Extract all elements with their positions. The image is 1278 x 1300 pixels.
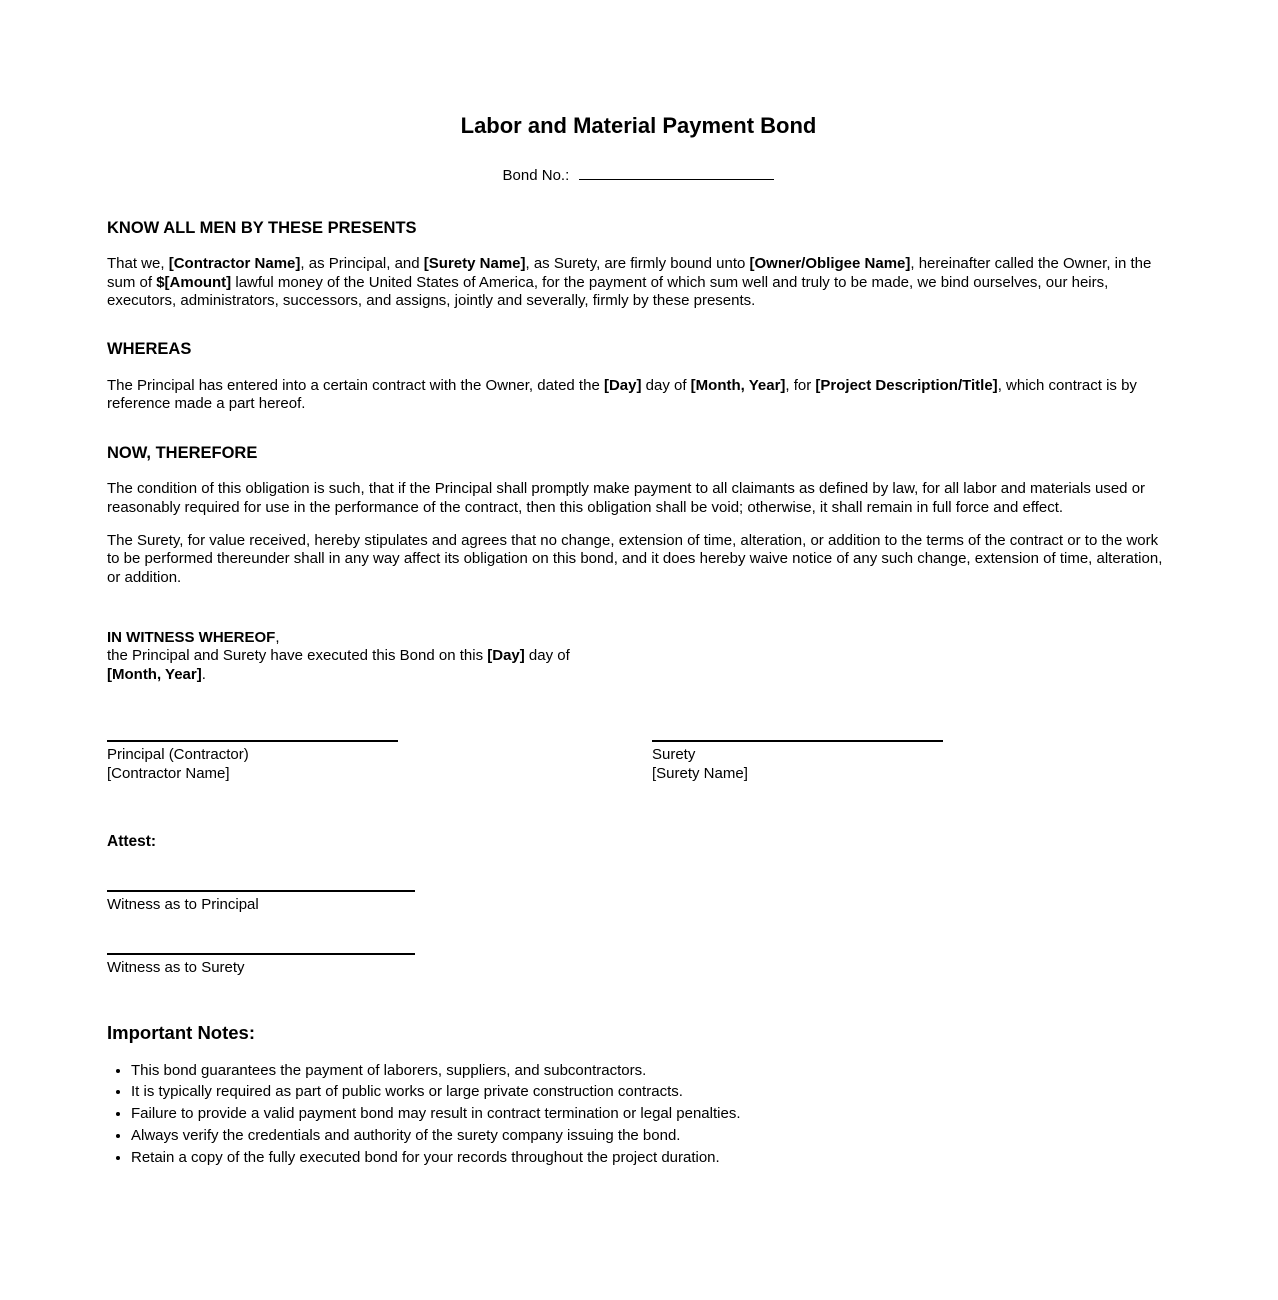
principal-signature-name-label: [Contractor Name] <box>107 765 230 783</box>
in-witness-whereof-block <box>107 629 1170 684</box>
surety-signature-line <box>652 740 943 742</box>
witness-surety-label: Witness as to Surety <box>107 958 245 976</box>
section-heading-whereas: WHEREAS <box>107 340 192 359</box>
signature-row <box>107 740 1170 784</box>
important-notes-list <box>107 1062 1170 1167</box>
witness-surety-signature-line <box>107 953 415 955</box>
principal-signature-role-label: Principal (Contractor) <box>107 745 249 763</box>
bond-no-blank-line <box>579 164 774 180</box>
in-witness-whereof-line-2: the Principal and Surety have executed this Bond on this [Day] day of <box>107 647 570 665</box>
witness-surety-block <box>107 953 415 977</box>
witness-principal-block <box>107 890 415 914</box>
surety-signature-role-label: Surety <box>652 745 696 763</box>
paragraph-now-therefore-2: The Surety, for value received, hereby stipulates and agrees that no change, extension of time, alteration, or addition to the terms of the contract or to the work to be performed thereunder shall in any way affect its obligation on this bond, and it does hereby waive notice of any such change, extension of time, alteration, or addition. <box>107 532 1163 586</box>
section-heading-know-all-men: KNOW ALL MEN BY THESE PRESENTS <box>107 218 417 237</box>
bond-no-label: Bond No.: <box>502 167 570 185</box>
in-witness-whereof-line-3: [Month, Year]. <box>107 665 206 683</box>
in-witness-whereof-line-1: IN WITNESS WHEREOF, <box>107 628 280 646</box>
document-title: Labor and Material Payment Bond <box>460 113 817 138</box>
note-item: • Retain a copy of the fully executed bond for your records throughout the project duration. <box>131 1149 1170 1167</box>
surety-signature-block <box>652 740 943 784</box>
principal-signature-block <box>107 740 398 784</box>
note-item: • It is typically required as part of public works or large private construction contracts. <box>131 1083 1170 1101</box>
paragraph-know-all-men: That we, [Contractor Name], as Principal, and [Surety Name], as Surety, are firmly bound unto [Owner/Obligee Name], hereinafter called the Owner, in the sum of $[Amount] lawful money of the United States of America, for the payment of which sum well and truly to be made, we bind ourselves, our heirs, executors, administrators, successors, and assigns, jointly and severally, firmly by these presents. <box>107 255 1152 309</box>
witness-principal-label: Witness as to Principal <box>107 896 259 914</box>
note-item: • Always verify the credentials and authority of the surety company issuing the bond. <box>131 1127 1170 1145</box>
paragraph-now-therefore-1: The condition of this obligation is such, that if the Principal shall promptly make payment to all claimants as defined by law, for all labor and materials used or reasonably required for use in the performance of the contract, then this obligation shall be void; otherwise, it shall remain in full force and effect. <box>107 480 1146 516</box>
paragraph-whereas: The Principal has entered into a certain contract with the Owner, dated the [Day] day of [Month, Year], for [Project Description/Title], which contract is by reference made a part hereof. <box>107 377 1137 413</box>
note-item: • This bond guarantees the payment of laborers, suppliers, and subcontractors. <box>131 1062 1170 1080</box>
attest-label: Attest: <box>107 833 157 851</box>
section-heading-now-therefore: NOW, THEREFORE <box>107 443 258 462</box>
witness-principal-signature-line <box>107 890 415 892</box>
important-notes-heading: Important Notes: <box>107 1021 255 1043</box>
note-item: • Failure to provide a valid payment bond may result in contract termination or legal penalties. <box>131 1105 1170 1123</box>
surety-signature-name-label: [Surety Name] <box>652 765 748 783</box>
principal-signature-line <box>107 740 398 742</box>
bond-number-row <box>107 164 1170 185</box>
